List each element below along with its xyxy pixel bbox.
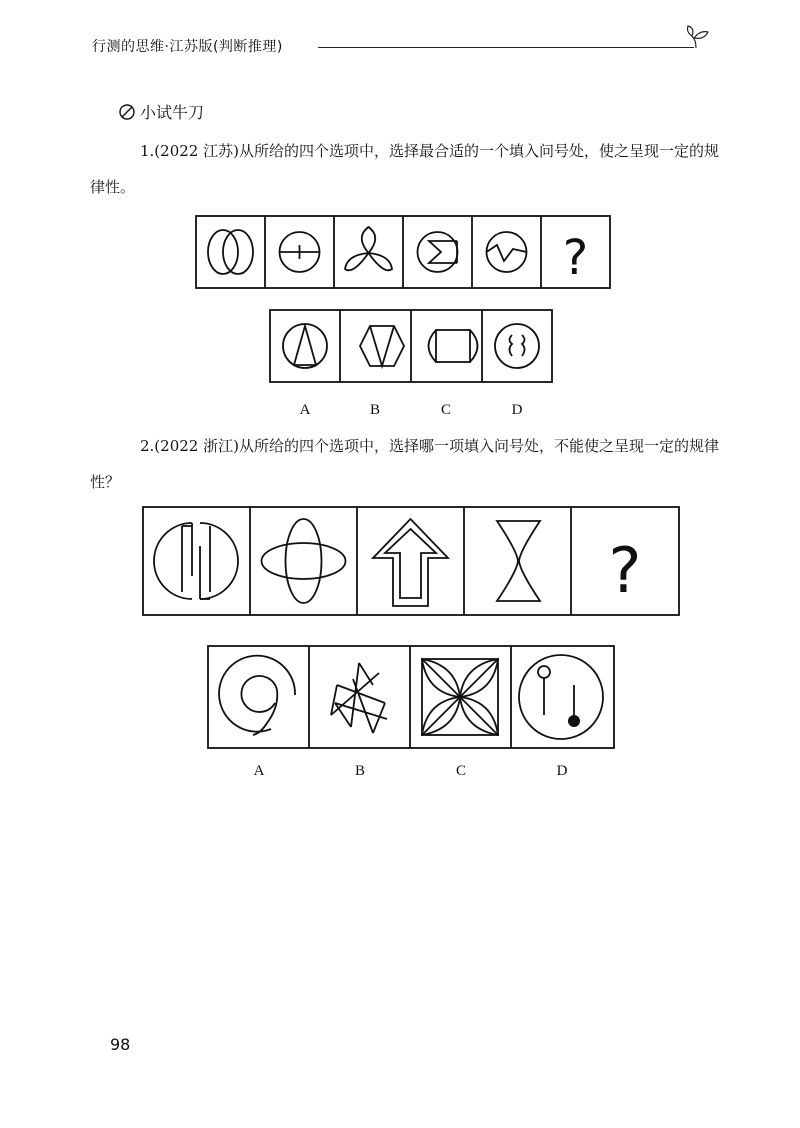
q1-option-label-b: B xyxy=(369,402,381,418)
header-rule xyxy=(318,47,694,48)
q1-option-label-d: D xyxy=(511,402,523,418)
q2-option-label-c: C xyxy=(455,763,467,779)
section-title: 小试牛刀 xyxy=(140,103,205,122)
sprout-icon xyxy=(686,24,716,50)
question-1-text: 1.(2022 江苏)从所给的四个选项中，选择最合适的一个填入问号处，使之呈现一定的规律性。 xyxy=(90,142,719,196)
q2-option-label-b: B xyxy=(354,763,366,779)
q2-option-label-d: D xyxy=(556,763,568,779)
section-heading xyxy=(118,100,204,123)
q2-question-mark: ? xyxy=(608,534,642,607)
page-number: 98 xyxy=(110,1035,131,1054)
pencil-circle-icon xyxy=(118,103,136,121)
question-2-text: 2.(2022 浙江)从所给的四个选项中，选择哪一项填入问号处，不能使之呈现一定的规律性？ xyxy=(90,437,719,491)
q1-option-label-c: C xyxy=(440,402,452,418)
q1-question-mark: ? xyxy=(562,230,589,286)
q1-option-label-a: A xyxy=(299,402,311,418)
q2-options-figure xyxy=(207,645,615,785)
q2-sequence-figure xyxy=(142,506,680,616)
q1-options-figure xyxy=(269,309,553,429)
running-header: 行测的思维·江苏版(判断推理) xyxy=(92,39,283,55)
q1-sequence-figure xyxy=(195,215,611,289)
q2-option-label-a: A xyxy=(253,763,265,779)
